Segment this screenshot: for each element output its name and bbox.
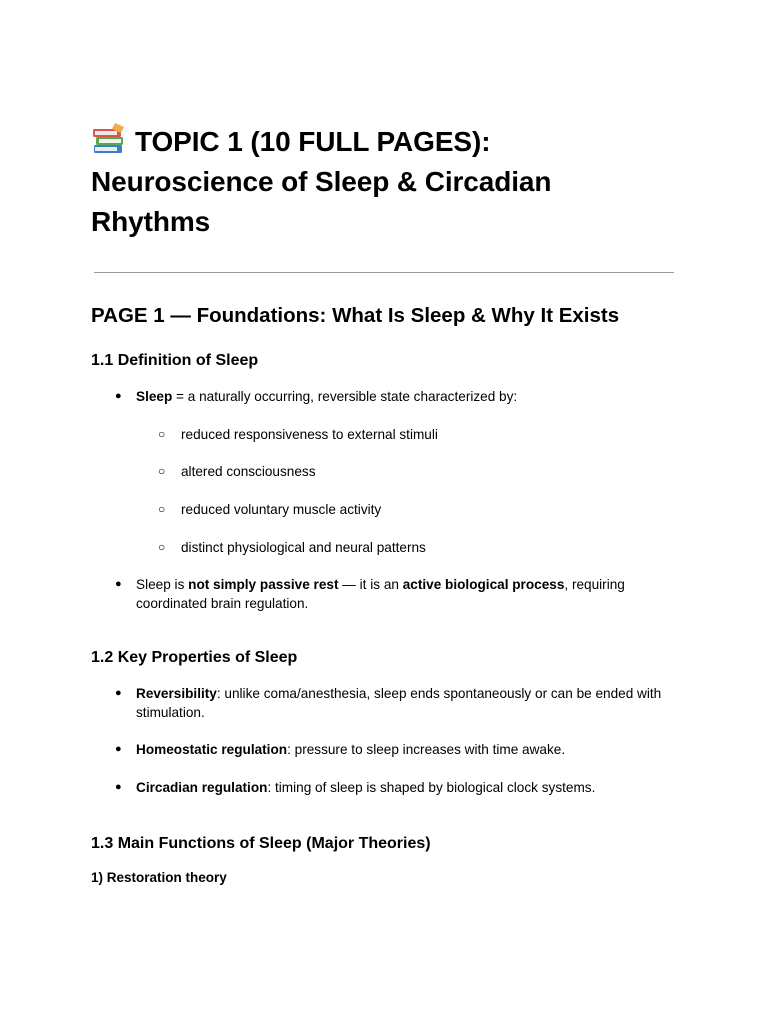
bullet-hollow-icon: ○ bbox=[158, 502, 166, 516]
books-emoji-icon bbox=[91, 123, 127, 155]
sub-item-text: distinct physiological and neural patterns bbox=[181, 540, 426, 555]
title-line-1: TOPIC 1 (10 FULL PAGES): bbox=[135, 126, 491, 157]
term-bold: Reversibility bbox=[136, 686, 217, 701]
list-item bbox=[91, 387, 674, 557]
term-bold: Sleep bbox=[136, 389, 173, 404]
list-item bbox=[91, 740, 674, 759]
item-text: : timing of sleep is shaped by biological clock systems. bbox=[267, 780, 596, 795]
sub-list-item bbox=[136, 500, 674, 519]
bullet-filled-icon: ● bbox=[115, 390, 122, 402]
bullet-hollow-icon: ○ bbox=[158, 427, 166, 441]
section-1-3-heading: 1.3 Main Functions of Sleep (Major Theories) bbox=[91, 835, 431, 852]
sub-list-item bbox=[136, 425, 674, 444]
definition-text: = a naturally occurring, reversible state characterized by: bbox=[172, 389, 518, 404]
term-bold: Homeostatic regulation bbox=[136, 742, 288, 757]
item-text: : pressure to sleep increases with time awake. bbox=[287, 742, 566, 757]
document-title bbox=[91, 0, 674, 242]
sub-item-text: reduced responsiveness to external stimuli bbox=[181, 427, 438, 442]
bullet-filled-icon: ● bbox=[115, 781, 122, 793]
section-1-2-list bbox=[91, 684, 674, 797]
bullet-hollow-icon: ○ bbox=[158, 464, 166, 478]
emphasis-bold: active biological process bbox=[402, 577, 565, 592]
bullet-hollow-icon: ○ bbox=[158, 540, 166, 554]
item-text: Sleep is bbox=[136, 577, 189, 592]
list-item bbox=[91, 778, 674, 797]
page-heading: PAGE 1 — Foundations: What Is Sleep & Why It Exists bbox=[91, 304, 620, 327]
term-bold: Circadian regulation bbox=[136, 780, 268, 795]
sub-list-item bbox=[136, 462, 674, 481]
section-1-1-heading: 1.1 Definition of Sleep bbox=[91, 352, 259, 369]
bullet-filled-icon: ● bbox=[115, 687, 122, 699]
sub-item-text: altered consciousness bbox=[181, 464, 316, 479]
sub-list bbox=[136, 425, 674, 557]
list-item bbox=[91, 575, 674, 613]
bullet-filled-icon: ● bbox=[115, 743, 122, 755]
sub-list-item bbox=[136, 538, 674, 557]
sub-item-text: reduced voluntary muscle activity bbox=[181, 502, 382, 517]
horizontal-divider bbox=[94, 272, 674, 273]
item-text: : unlike coma/anesthesia, sleep ends spontaneously or can be ended with stimulation. bbox=[136, 686, 662, 720]
restoration-theory-subheading: 1) Restoration theory bbox=[91, 870, 227, 885]
title-line-2: Neuroscience of Sleep & Circadian bbox=[91, 166, 552, 197]
title-line-3: Rhythms bbox=[91, 206, 211, 237]
section-1-2-heading: 1.2 Key Properties of Sleep bbox=[91, 649, 298, 666]
emphasis-bold: not simply passive rest bbox=[188, 577, 339, 592]
section-1-1-list bbox=[91, 387, 674, 613]
bullet-filled-icon: ● bbox=[115, 578, 122, 590]
item-text: — it is an bbox=[338, 577, 403, 592]
list-item bbox=[91, 684, 674, 722]
item-text: , requiring coordinated brain regulation. bbox=[136, 577, 625, 611]
